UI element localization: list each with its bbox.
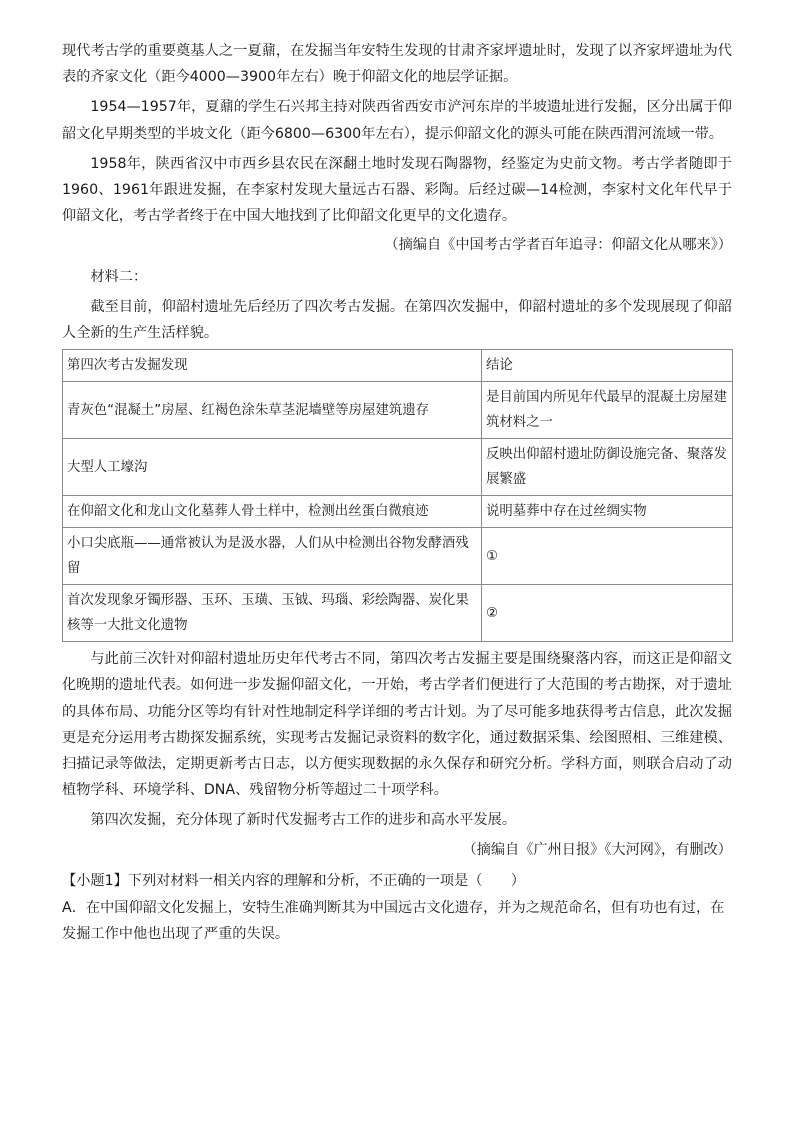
material-two-intro: 截至目前，仰韶村遗址先后经历了四次考古发掘。在第四次发掘中，仰韶村遗址的多个发现展现了仰韶人全新的生产生活样貌。	[62, 298, 732, 342]
table-row	[63, 382, 733, 439]
table-cell-conclusion: ②	[482, 585, 733, 642]
paragraph-banpo: 1954—1957年，夏鼐的学生石兴邦主持对陕西省西安市浐河东岸的半坡遗址进行发掘，区分出属于仰韶文化早期类型的半坡文化（距今6800—6300年左右），提示仰韶文化的源头可能在陕西渭河流域一带。	[62, 99, 732, 142]
table-cell-finding: 小口尖底瓶——通常被认为是汲水器，人们从中检测出谷物发酵酒残留	[63, 528, 482, 585]
table-header-row	[63, 350, 733, 382]
table-cell-conclusion: 反映出仰韶村遗址防御设施完备、聚落发展繁盛	[482, 439, 733, 496]
table-header-cell: 第四次考古发掘发现	[63, 350, 482, 382]
paragraph-lijiacun: 1958年，陕西省汉中市西乡县农民在深翻土地时发现石陶器物，经鉴定为史前文物。考古学者随即于1960、1961年跟进发掘，在李家村发现大量远古石器、彩陶。后经过碳—14检测，李家村文化年代早于仰韶文化，考古学者终于在中国大地找到了比仰韶文化更早的文化遗存。	[62, 155, 732, 225]
table-row	[63, 585, 733, 642]
material-two-label: 材料二：	[90, 268, 148, 285]
table-cell-conclusion: 说明墓葬中存在过丝绸实物	[482, 496, 733, 528]
table-cell-finding: 首次发现象牙镯形器、玉环、玉璜、玉钺、玛瑙、彩绘陶器、炭化果核等一大批文化遗物	[63, 585, 482, 642]
table-cell-finding: 大型人工壕沟	[63, 439, 482, 496]
answer-option-a: A．在中国仰韶文化发掘上，安特生准确判断其为中国远古文化遗存，并为之规范命名，但有功也有过，在发掘工作中他也出现了严重的失误。	[62, 899, 725, 942]
table-cell-conclusion: ①	[482, 528, 733, 585]
table-row	[63, 439, 733, 496]
paragraph-summary: 第四次发掘，充分体现了新时代发掘考古工作的进步和高水平发展。	[90, 812, 517, 829]
paragraph-xia-nai: 现代考古学的重要奠基人之一夏鼐，在发掘当年安特生发现的甘肃齐家坪遗址时，发现了以齐家坪遗址为代表的齐家文化（距今4000—3900年左右）晚于仰韶文化的地层学证据。	[62, 43, 732, 86]
document-page	[62, 38, 732, 947]
source-citation-1: （摘编自《中国考古学者百年追寻：仰韶文化从哪来》）	[384, 237, 732, 254]
table-cell-finding: 在仰韶文化和龙山文化墓葬人骨土样中，检测出丝蛋白微痕迹	[63, 496, 482, 528]
table-row	[63, 496, 733, 528]
findings-table	[62, 349, 733, 642]
source-citation-2: （摘编自《广州日报》《大河网》，有删改）	[462, 841, 732, 858]
table-cell-finding: 青灰色“混凝土”房屋、红褐色涂朱草茎泥墙壁等房屋建筑遗存	[63, 382, 482, 439]
table-header-cell: 结论	[482, 350, 733, 382]
paragraph-fourth-excavation: 与此前三次针对仰韶村遗址历史年代考古不同，第四次考古发掘主要是围绕聚落内容，而这正是仰韶文化晚期的遗址代表。如何进一步发掘仰韶文化，一开始，考古学者们便进行了大范围的考古勘探，对于遗址的具体布局、功能分区等均有针对性地制定科学详细的考古计划。为了尽可能多地获得考古信息，此次发掘更是充分运用考古勘探发掘系统，实现考古发掘记录资料的数字化，通过数据采集、绘图照相、三维建模、扫描记录等做法，定期更新考古日志，以方便实现数据的永久保存和研究分析。学科方面，则联合启动了动植物学科、环境学科、DNA、残留物分析等超过二十项学科。	[62, 651, 732, 799]
table-cell-conclusion: 是目前国内所见年代最早的混凝土房屋建筑材料之一	[482, 382, 733, 439]
table-row	[63, 528, 733, 585]
question-stem: 【小题1】下列对材料一相关内容的理解和分析，不正确的一项是（ ）	[62, 872, 526, 889]
